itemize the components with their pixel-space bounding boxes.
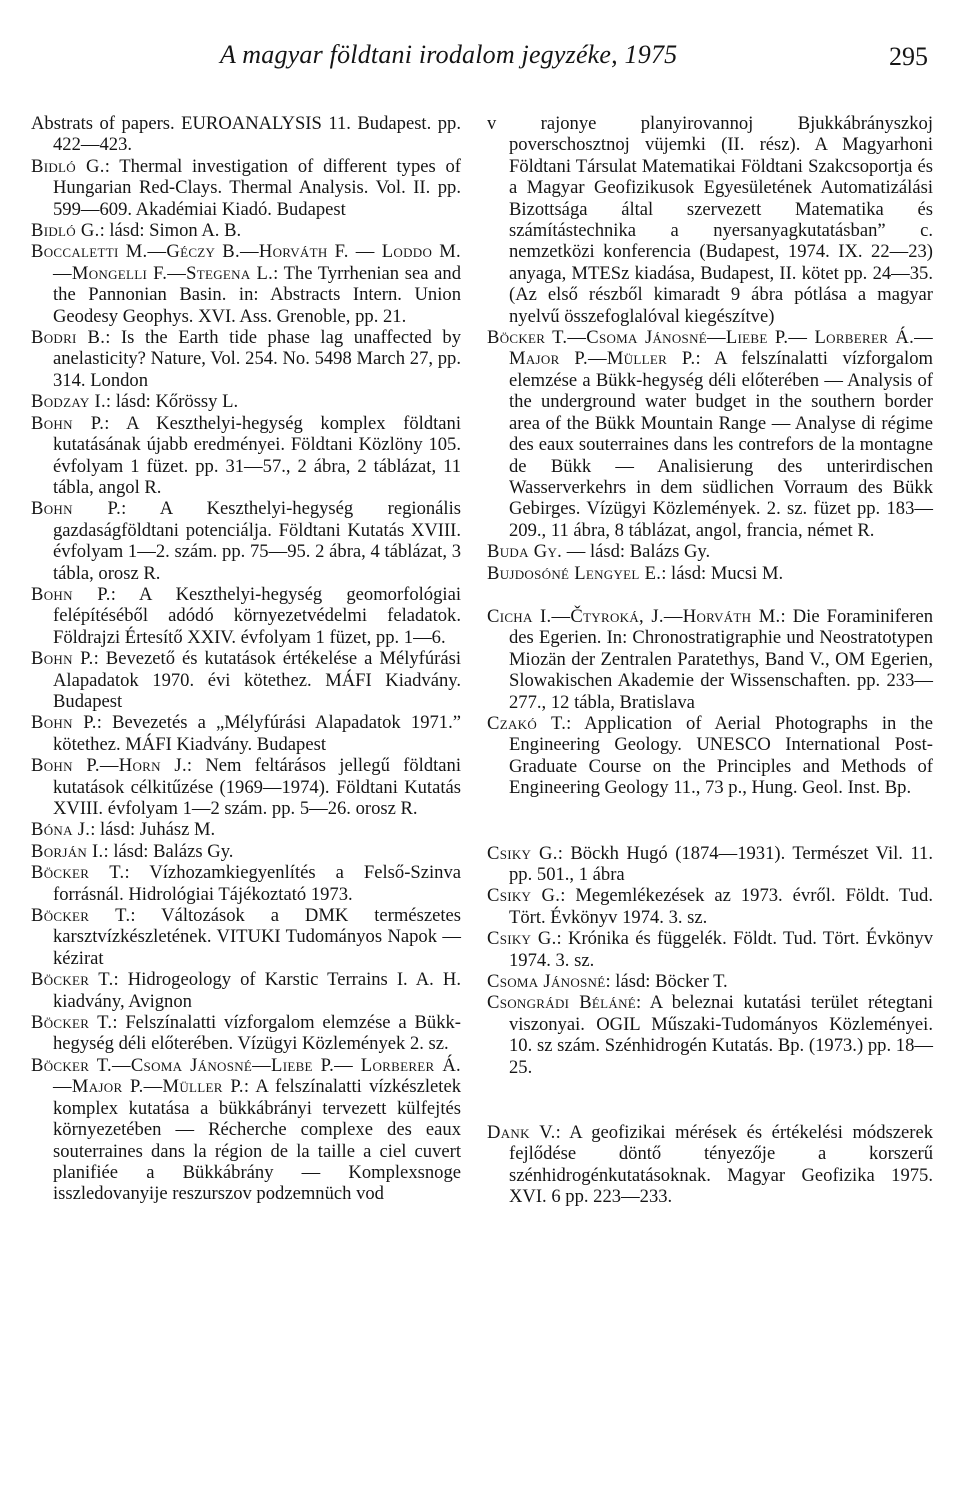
entry-author: Böcker T. [31,905,131,927]
entry-text: : A Keszthelyi-hegység regionális gazdaságföldtani potenciálja. Földtani Kutatás XVIII. évfolyam 1—2. szám. pp. 75—95. 2 ábra, 4 táblázat, 3 tábla, orosz R. [53,498,461,584]
bibliography-entry [487,928,933,971]
entry-text: : A Keszthelyi-hegység geomorfológiai felépítéséből adódó környezetvédelmi feladatok. Földrajzi Értesítő XXIV. évfolyam 1 füzet, pp. 1—6. [53,583,461,648]
bibliography-entry [487,713,933,799]
bibliography-entry [487,606,933,713]
entry-text: : lásd: Kőrössy L. [105,391,239,413]
entry-text: : Hidrogeology of Karstic Terrains I. A. H. kiadvány, Avignon [53,969,461,1012]
entry-author: Csiky G. [487,928,557,950]
bibliography-entry [31,327,461,391]
entry-text: : A felszínalatti vízforgalom elemzése a Bükk-hegység déli előterében — Analysis of the underground water budget in the southern border area of the Bükk Mountain Range — Analyse di régime des eaux souterraines dans les contrefors de la montagne de Bükk — Analisierung des unterirdischen Wasserverkehrs in dem südlichen Vorraum des Bükk Gebirges. Vízügyi Közlemények. 2. sz. füzet pp. 183—209., 11 ábra, 8 táblázat, angol, francia, német R. [509,348,933,541]
entry-text: : Is the Earth tide phase lag unaffected by anelasticity? Nature, Vol. 254. No. 5498 March 27, pp. 314. London [53,327,461,391]
bibliography-entry [31,584,461,648]
entry-author: Csiky G. [487,842,558,864]
entry-author: Böcker T. [31,862,125,884]
running-title: A magyar földtani irodalom jegyzéke, 1975 [220,40,678,69]
bibliography-entry [487,885,933,928]
bibliography-entry [31,113,461,156]
bibliography-entry [31,862,461,905]
bibliography-entry [31,712,461,755]
entry-author: Csongrádi Béláné [487,992,637,1014]
entry-text: : lásd: Mucsi M. [661,562,784,584]
entry-author: Bóna J. [31,819,91,841]
entry-text: : lásd: Juhász M. [90,819,216,841]
entry-text: : lásd: Balázs Gy. [103,840,234,862]
entry-author: Bidló G. [31,220,100,242]
bibliography-entry [31,819,461,840]
entry-text: : Nem feltárásos jellegű földtani kutatások célkitűzése (1969—1974). Földtani Kutatás XVIII. évfolyam 1—2 szám. pp. 5—26. orosz R. [53,755,461,819]
bibliography-entry [487,843,933,886]
entry-text: : lásd: Simon A. B. [99,220,242,242]
entry-author: Bodri B. [31,327,106,349]
entry-author: Boccaletti M.—Géczy B.—Horváth F. — Loddo M.—Mongelli F.—Stegena L. [31,241,461,284]
entry-author: Csoma Jánosné [487,971,606,993]
entry-author: Bohn P. [31,712,97,734]
entry-text: : A felszínalatti vízkészletek komplex kutatása a bükkábrányi tervezett külfejtés környezetében — Récherche complexe des eaux souterraines dans la région de la taille a ciel cuvert planifiée a Bükkábrány — Komplexsnoge isszledovanyije reszurszov podzemnüch vod [53,1076,462,1205]
entry-text: : Változások a DMK természetes karsztvízkészletének. VITUKI Tudományos Napok — kézirat [53,905,461,969]
entry-text: v rajonye planyirovannoj Bjukkábrányszkoj poverschosztnoj vüjemki (II. rész). A Magyarhoni Földtani Társulat Matematikai Földtani Szakcsoportja és a Magyar Geofizikusok Egyesületének Automatizálási Bizottsága által szervezett Matematika és számítástechnika a nyersanyagkutatásban” c. nemzetközi konferencia (Budapest, 1974. IX. 22—23) anyaga, MTESz kiadása, Budapest, II. kötet pp. 24—35. (Az első részből kimaradt 9 ábra pótlása a magyar nyelvű összefoglalóval kiegészítve) [487,113,933,327]
entry-text: : A beleznai kutatási terület rétegtani viszonyai. OGIL Műszaki-Tudományos Közleményei. 10. sz szám. Szénhidrogén Kutatás. Bp. (1973.) pp. 18—25. [509,992,933,1078]
entry-author: Dank V. [487,1122,556,1144]
entry-text: : Megemlékezések az 1973. évről. Földt. Tud. Tört. Évkönyv 1974. 3. sz. [509,885,933,928]
bibliography-entry [31,648,461,712]
bibliography-entry [487,113,933,327]
entry-author: Cicha I.—Čtyroká, J.—Horváth M. [487,605,781,627]
bibliography-entry [31,391,461,412]
entry-author: Böcker T. [31,1012,113,1034]
entry-text: : Krónika és függelék. Földt. Tud. Tört. Évkönyv 1974. 3. sz. [509,928,933,971]
bibliography-entry [487,563,933,584]
bibliography-entry [31,241,461,327]
entry-author: Bohn P. [31,498,122,520]
bibliography-entry [487,971,933,992]
bibliography-entry [31,498,461,584]
entry-text: : Felszínalatti vízforgalom elemzése a Bükk-hegység déli előterében. Vízügyi Közlemények 2. sz. [53,1012,461,1055]
entry-author: Bidló G. [31,155,105,177]
entry-author: Bohn P. [31,412,105,434]
entry-author: Bohn P. [31,583,111,605]
entry-text: : The Tyrrhenian sea and the Pannonian Basin. in: Abstracts Intern. Union Geodesy Geophys. XVI. Ass. Grenoble, pp. 21. [53,262,461,327]
entry-text: : lásd: Böcker T. [605,971,728,993]
entry-author: Böcker T.—Csoma Jánosné—Liebe P.— Lorberer Á.—Major P.—Müller P. [31,1054,461,1098]
entry-text: : Bevezetés a „Mélyfúrási Alapadatok 1971.” kötethez. MÁFI Kiadvány. Budapest [53,712,461,755]
entry-author: Bodzay I. [31,391,106,413]
entry-author: Csiky G. [487,885,561,907]
entry-author: Böcker T.—Csoma Jánosné—Liebe P.— Lorberer Á.—Major P.—Müller P. [487,327,933,370]
bibliography-entry [31,413,461,499]
page-header [30,40,928,80]
entry-author: Czakó T. [487,712,567,734]
entry-text: : Bevezető és kutatások értékelése a Mélyfúrási Alapadatok 1970. évi kötethez. MÁFI Kiadvány. Budapest [53,648,461,712]
entry-text: : Die Foraminiferen des Egerien. In: Chronostratigraphie und Neostratotypen Miozän der Zentralen Paratethys, Band V., OM Egerien, Slowakischen Akademie der Wissenschaften. pp. 233—277., 12 tábla, Bratislava [509,605,933,713]
entry-author: Böcker T. [31,969,114,991]
bibliography-entry [31,969,461,1012]
bibliography-entry [31,905,461,969]
entry-text: : A Keszthelyi-hegység komplex földtani kutatásának újabb eredményei. Földtani Közlöny 105. évfolyam 1 füzet. pp. 31—57., 2 ábra, 2 táblázat, 11 tábla, angol R. [53,412,461,498]
entry-author: Bohn P.—Horn J. [31,755,187,777]
entry-text: : Vízhozamkiegyenlítés a Felső-Szinva forrásnál. Hidrológiai Tájékoztató 1973. [53,862,461,905]
bibliography-entry [487,1122,933,1208]
bibliography-entry [487,541,933,562]
entry-text: : Application of Aerial Photographs in the Engineering Geology. UNESCO International Post-Graduate Course on the Principles and Methods of Engineering Geology 11., 73 p., Hung. Geol. Inst. Bp. [509,712,933,799]
bibliography-entry [31,1012,461,1055]
entry-author: Bohn P. [31,648,94,670]
bibliography-entry [31,1055,461,1205]
bibliography-entry [487,327,933,541]
entry-text: Abstrats of papers. EUROANALYSIS 11. Budapest. pp. 422—423. [31,113,461,156]
right-column [487,113,933,1208]
entry-author: Borján I. [31,840,104,862]
entry-author: Buda Gy. [487,541,563,563]
entry-text: : Böckh Hugó (1874—1931). Természet Vil. 11. pp. 501., 1 ábra [509,842,933,885]
left-column [31,113,461,1205]
bibliography-entry [31,156,461,220]
bibliography-entry [31,755,461,819]
entry-author: Bujdosóné Lengyel E. [487,562,662,584]
bibliography-entry [487,992,933,1078]
entry-text: — lásd: Balázs Gy. [562,541,711,563]
entry-text: : Thermal investigation of different types of Hungarian Red-Clays. Thermal Analysis. Vol. II. pp. 599—609. Akadémiai Kiadó. Budapest [53,155,461,220]
bibliography-entry [31,841,461,862]
page-number: 295 [889,42,928,71]
entry-text: : A geofizikai mérések és értékelési módszerek fejlődése döntő tényezője a korszerű szénhidrogénkutatásoknak. Magyar Geofizika 1975. XVI. 6 pp. 223—233. [509,1122,933,1208]
bibliography-entry [31,220,461,241]
